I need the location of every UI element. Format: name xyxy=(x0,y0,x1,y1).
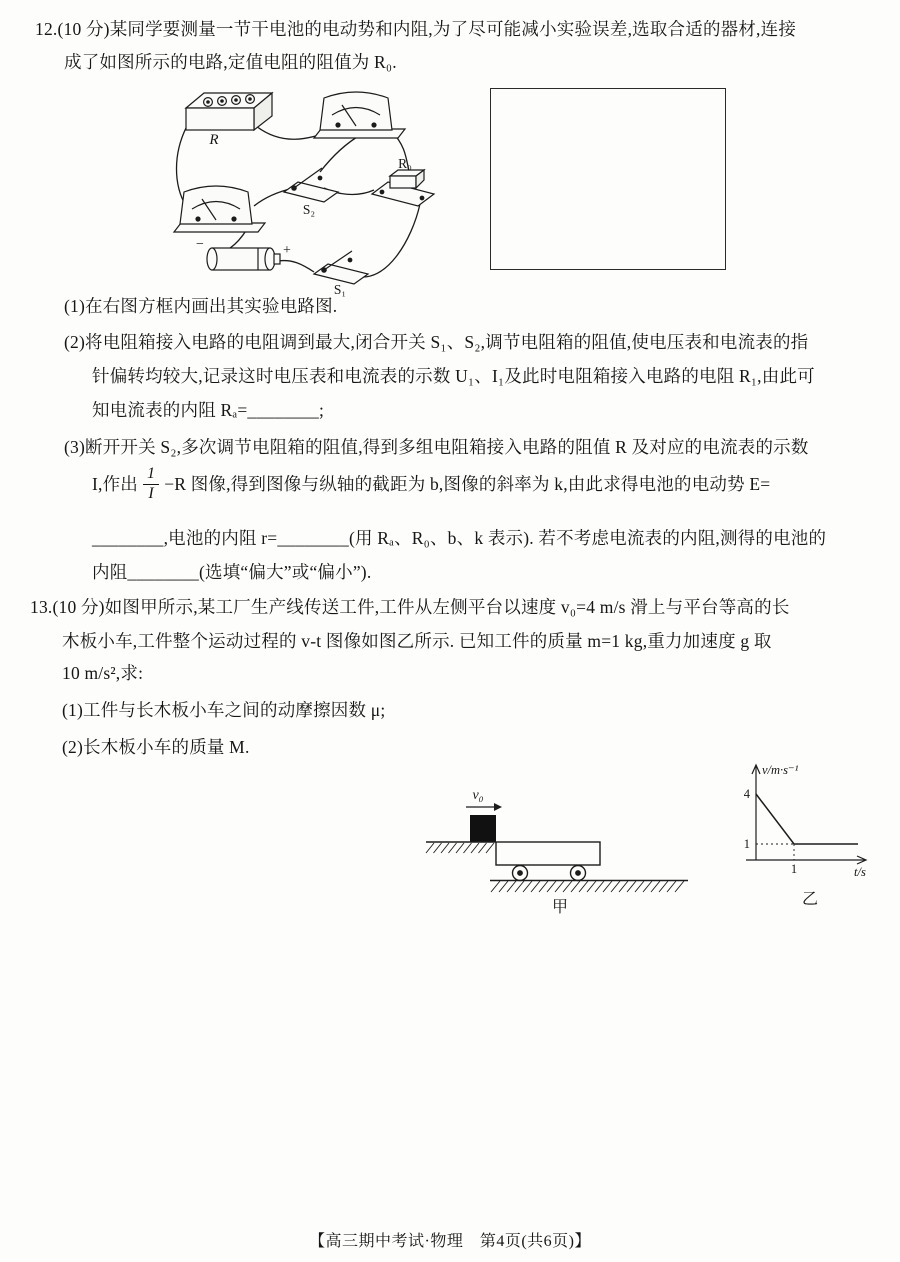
switch-s2 xyxy=(284,168,338,202)
graph-ylabel: v/m·s⁻¹ xyxy=(762,763,799,777)
fixed-resistor-r0-label: R₀ xyxy=(398,156,412,171)
workpiece-block xyxy=(470,815,496,842)
ground xyxy=(490,881,688,893)
battery-minus-label: − xyxy=(196,237,204,252)
graph-ytick-4: 4 xyxy=(743,787,750,801)
ammeter-icon xyxy=(314,92,405,138)
q12-part3-line2-prefix: I,作出 xyxy=(92,473,139,494)
voltmeter-icon xyxy=(174,186,265,232)
resistance-box-label: R xyxy=(209,132,219,148)
graph-xlabel: t/s xyxy=(854,865,866,879)
q12-part3-line2-suffix: −R 图像,得到图像与纵轴的截距为 b,图像的斜率为 k,由此求得电池的电动势 E= xyxy=(164,473,771,494)
ground-hatching xyxy=(491,881,684,892)
switch-s2-label: S₂ xyxy=(302,202,316,217)
q12-part3-line1: (3)断开开关 S₂,多次调节电阻箱的阻值,得到多组电阻箱接入电路的阻值 R 及对应的电流表的示数 xyxy=(64,437,809,457)
q13-part1: (1)工件与长木板小车之间的动摩擦因数 μ; xyxy=(62,700,386,720)
v0-label: v₀ xyxy=(472,788,484,803)
q12-part1: (1)在右图方框内画出其实验电路图. xyxy=(64,296,338,316)
q13-intro-line3: 10 m/s²,求: xyxy=(62,663,144,683)
q13-intro-line1: 13.(10 分)如图甲所示,某工厂生产线传送工件,工件从左侧平台以速度 v₀=4 m/s 滑上与平台等高的长 xyxy=(30,597,790,617)
switch-s1-label: S₁ xyxy=(333,282,347,297)
graph-ytick-1: 1 xyxy=(743,837,750,851)
fraction-denominator: I xyxy=(148,484,154,502)
q12-part2-line1: (2)将电阻箱接入电路的电阻调到最大,闭合开关 S₁、S₂,调节电阻箱的阻值,使电压表和电流表的指 xyxy=(64,332,809,352)
figure-yi-caption: 乙 xyxy=(801,891,819,908)
circuit-answer-box xyxy=(490,88,726,270)
q12-intro-line2: 成了如图所示的电路,定值电阻的阻值为 R₀. xyxy=(64,52,397,72)
q13-intro-line2: 木板小车,工件整个运动过程的 v-t 图像如图乙所示. 已知工件的质量 m=1 kg,重力加速度 g 取 xyxy=(62,631,772,651)
plank-cart xyxy=(496,842,600,881)
q12-part3-line4: 内阻________(选填“偏大”或“偏小”). xyxy=(92,562,372,582)
q12-part2-line3: 知电流表的内阻 Rₐ=________; xyxy=(92,400,325,420)
graph-axes xyxy=(743,765,866,864)
q12-intro-line1: 12.(10 分)某同学要测量一节干电池的电动势和内阻,为了尽可能减小实验误差,选取合适的器材,连接 xyxy=(35,19,797,39)
graph-xtick-1: 1 xyxy=(790,862,798,876)
resistance-box xyxy=(186,93,272,130)
v0-arrow-icon xyxy=(466,803,502,811)
graph-data-line xyxy=(756,794,858,844)
battery-plus-label: + xyxy=(283,243,291,258)
fixed-resistor-r0 xyxy=(372,170,434,206)
page-footer: 【高三期中考试·物理 第4页(共6页)】 xyxy=(309,1233,591,1250)
fraction-numerator: 1 xyxy=(143,466,159,485)
circuit-figure xyxy=(172,80,454,296)
q12-part3-line3: ________,电池的内阻 r=________(用 Rₐ、R₀、b、k 表示). 若不考虑电流表的内阻,测得的电池的 xyxy=(92,528,827,548)
platform xyxy=(426,842,496,853)
graph-guides xyxy=(756,844,794,860)
q12-part3-line2 xyxy=(92,461,770,507)
figure-jia-caption: 甲 xyxy=(551,899,569,916)
q12-part2-line2: 针偏转均较大,记录这时电压表和电流表的示数 U₁、I₁及此时电阻箱接入电路的电阻 R₁,由此可 xyxy=(92,366,815,386)
figure-jia-block-and-cart xyxy=(420,762,695,917)
q13-part2: (2)长木板小车的质量 M. xyxy=(62,737,250,757)
figure-yi-vt-graph xyxy=(730,758,880,910)
switch-s1 xyxy=(314,251,368,284)
battery-icon xyxy=(207,248,280,270)
fraction-1-over-I xyxy=(143,466,159,503)
platform-hatching xyxy=(426,843,494,853)
